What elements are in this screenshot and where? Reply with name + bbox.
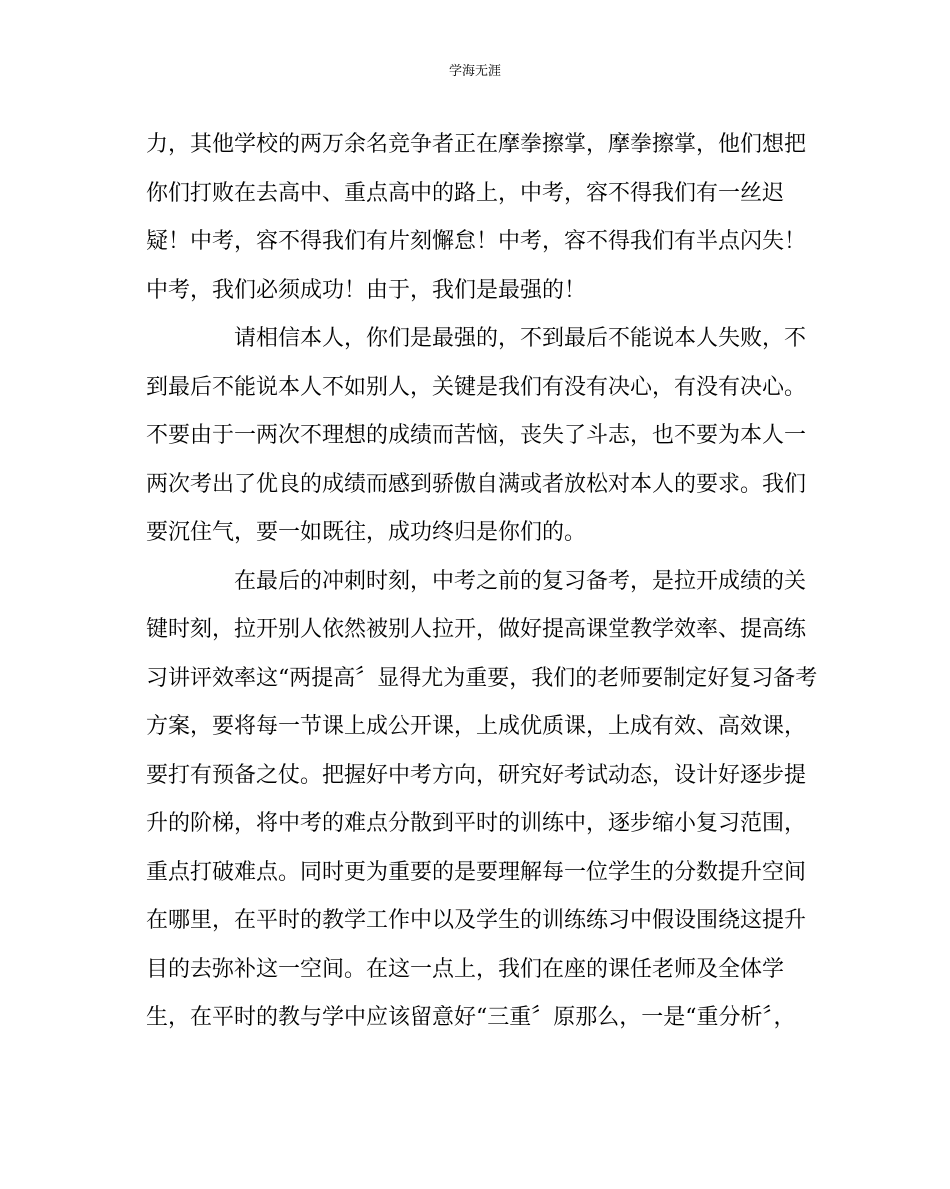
text-line: 你们打败在去高中、重点高中的路上，中考，容不得我们有一丝迟 <box>146 180 785 206</box>
text-line: 到最后不能说本人不如别人，关键是我们有没有决心，有没有决心。 <box>146 374 807 400</box>
text-line: 要打有预备之仗。把握好中考方向，研究好考试动态，设计好逐步提 <box>146 762 807 788</box>
text-line: 两次考出了优良的成绩而感到骄傲自满或者放松对本人的要求。我们 <box>146 471 807 497</box>
text-line: 疑！中考，容不得我们有片刻懈怠！中考，容不得我们有半点闪失！ <box>146 229 807 254</box>
text-line: 键时刻，拉开别人依然被别人拉开，做好提高课堂教学效率、提高练 <box>146 617 807 642</box>
text-line: 不要由于一两次不理想的成绩而苦恼，丧失了斗志，也不要为本人一 <box>146 423 807 448</box>
text-line: 中考，我们必须成功！由于，我们是最强的！ <box>146 277 587 303</box>
text-line: 力，其他学校的两万余名竞争者正在摩拳擦掌，摩拳擦掌，他们想把 <box>146 132 807 157</box>
text-line: 请相信本人，你们是最强的，不到最后不能说本人失败，不 <box>234 326 807 351</box>
text-line: 要沉住气，要一如既往，成功终归是你们的。 <box>146 520 587 545</box>
paragraph <box>146 322 816 565</box>
text-line: 在最后的冲刺时刻，中考之前的复习备考，是拉开成绩的关 <box>234 568 807 594</box>
paragraph <box>146 565 816 1050</box>
text-line: 方案，要将每一节课上成公开课，上成优质课，上成有效、高效课， <box>146 714 807 739</box>
text-line: 生，在平时的教与学中应该留意好“三重〞原那么，一是“重分析〞， <box>146 1005 796 1030</box>
text-line: 习讲评效率这“两提高〞显得尤为重要，我们的老师要制定好复习备考 <box>146 665 818 691</box>
text-line: 在哪里，在平时的教学工作中以及学生的训练练习中假设围绕这提升 <box>146 908 807 933</box>
text-line: 目的去弥补这一空间。在这一点上，我们在座的课任老师及全体学 <box>146 956 785 982</box>
paragraph <box>146 128 816 322</box>
page-header: 学海无涯 <box>448 64 501 79</box>
document-body <box>146 128 816 1050</box>
text-line: 重点打破难点。同时更为重要的是要理解每一位学生的分数提升空间 <box>146 859 807 885</box>
text-line: 升的阶梯，将中考的难点分散到平时的训练中，逐步缩小复习范围， <box>146 811 807 836</box>
